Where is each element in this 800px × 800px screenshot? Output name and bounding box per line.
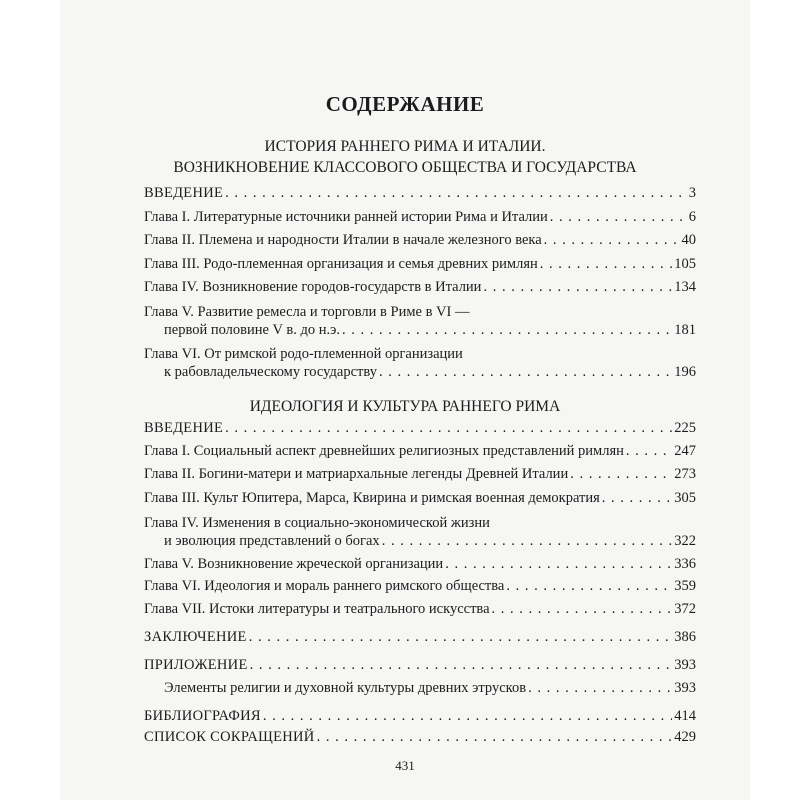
toc-entry-label: Глава IV. Возникновение городов-государств в Италии	[144, 279, 482, 295]
toc-entry-label: Глава III. Культ Юпитера, Марса, Квирина и римская военная демократия	[144, 490, 600, 506]
dot-leader	[602, 489, 672, 507]
part2-heading: ИДЕОЛОГИЯ И КУЛЬТУРА РАННЕГО РИМА	[249, 398, 561, 415]
toc-entry-chapter-6[interactable]	[144, 345, 696, 381]
toc-page-number: 181	[674, 322, 696, 338]
toc-page-number: 386	[674, 629, 696, 645]
toc-page-number: 359	[674, 578, 696, 594]
toc-entry-first-line: Глава VI. От римской родо-племенной организации	[144, 346, 463, 362]
toc-entry-chapter-2[interactable]	[144, 231, 696, 249]
toc-entry-label: Глава III. Родо-племенная организация и семья древних римлян	[144, 256, 538, 272]
dot-leader	[250, 656, 673, 674]
page-number: 431	[395, 758, 415, 773]
toc-entry-appendix[interactable]	[144, 656, 696, 674]
toc-entry-part2-chapter-5[interactable]	[144, 555, 696, 573]
toc-page-number: 322	[674, 533, 696, 549]
toc-page-number: 393	[674, 680, 696, 696]
toc-entry-label: Глава I. Социальный аспект древнейших религиозных представлений римлян	[144, 443, 624, 459]
toc-page-number: 225	[674, 420, 696, 436]
toc-entry-part2-chapter-7[interactable]	[144, 600, 696, 618]
toc-page-number: 196	[674, 364, 696, 380]
dot-leader	[492, 600, 673, 618]
toc-entry-label: Глава VI. Идеология и мораль раннего римского общества	[144, 578, 505, 594]
dot-leader	[550, 208, 687, 226]
toc-entry-label: ВВЕДЕНИЕ	[144, 185, 224, 201]
toc-entry-bibliography[interactable]	[144, 707, 696, 725]
toc-entry-first-line: Глава IV. Изменения в социально-экономической жизни	[144, 515, 490, 531]
toc-page-number: 40	[681, 232, 696, 248]
toc-page-number: 134	[674, 279, 696, 295]
dot-leader	[225, 184, 687, 202]
toc-page-number: 393	[674, 657, 696, 673]
toc-entry-part2-chapter-3[interactable]	[144, 489, 696, 507]
dot-leader	[544, 231, 680, 249]
toc-entry-part2-chapter-4[interactable]	[144, 514, 696, 550]
toc-entry-label: Элементы религии и духовной культуры древних этрусков	[164, 680, 527, 696]
toc-entry-label: к рабовладельческому государству	[164, 364, 377, 380]
toc-page-number: 429	[674, 729, 696, 745]
toc-page-number: 273	[674, 466, 696, 482]
toc-entry-label: ЗАКЛЮЧЕНИЕ	[144, 629, 247, 645]
dot-leader	[570, 465, 672, 483]
toc-entry-intro-part2[interactable]	[144, 419, 696, 437]
toc-entry-chapter-1[interactable]	[144, 208, 696, 226]
dot-leader	[249, 628, 673, 646]
toc-entry-chapter-5[interactable]	[144, 303, 696, 339]
toc-entry-chapter-3[interactable]	[144, 255, 696, 273]
toc-entry-label: Глава II. Племена и народности Италии в начале железного века	[144, 232, 542, 248]
toc-page-number: 3	[688, 185, 696, 201]
toc-page-number: 372	[674, 601, 696, 617]
dot-leader	[506, 577, 672, 595]
dot-leader	[483, 278, 672, 296]
toc-entry-label: Глава VII. Истоки литературы и театрального искусства	[144, 601, 490, 617]
toc-entry-label: первой половине V в. до н.э.	[164, 322, 340, 338]
toc-entry-label: Глава II. Богини-матери и матриархальные легенды Древней Италии	[144, 466, 569, 482]
dot-leader	[317, 728, 673, 746]
book-page	[60, 0, 750, 800]
toc-entry-label: СПИСОК СОКРАЩЕНИЙ	[144, 729, 315, 745]
page-title: СОДЕРЖАНИЕ	[325, 92, 485, 116]
toc-entry-part2-chapter-2[interactable]	[144, 465, 696, 483]
toc-entry-label: и эволюция представлений о богах	[164, 533, 380, 549]
toc-entry-label: ПРИЛОЖЕНИЕ	[144, 657, 248, 673]
dot-leader	[528, 679, 672, 697]
toc-entry-label: Глава V. Возникновение жреческой организации	[144, 556, 444, 572]
toc-page-number: 336	[674, 556, 696, 572]
toc-entry-abbreviations[interactable]	[144, 728, 696, 746]
toc-entry-chapter-4[interactable]	[144, 278, 696, 296]
toc-entry-label: БИБЛИОГРАФИЯ	[144, 708, 261, 724]
toc-entry-appendix-etruscan[interactable]	[144, 679, 696, 697]
toc-entry-label: ВВЕДЕНИЕ	[144, 420, 224, 436]
part1-heading-line2: ВОЗНИКНОВЕНИЕ КЛАССОВОГО ОБЩЕСТВА И ГОСУДАРСТВА	[173, 159, 637, 176]
toc-page-number: 247	[674, 443, 696, 459]
toc-entry-label: Глава I. Литературные источники ранней истории Рима и Италии	[144, 209, 548, 225]
toc-page-number: 105	[674, 256, 696, 272]
dot-leader	[263, 707, 672, 725]
toc-entry-part2-chapter-6[interactable]	[144, 577, 696, 595]
dot-leader	[626, 442, 672, 460]
toc-entry-conclusion[interactable]	[144, 628, 696, 646]
dot-leader	[225, 419, 672, 437]
toc-entry-intro-part1[interactable]	[144, 184, 696, 202]
dot-leader	[342, 321, 672, 339]
dot-leader	[379, 363, 672, 381]
toc-entry-first-line: Глава V. Развитие ремесла и торговли в Риме в VI —	[144, 304, 470, 320]
toc-page-number: 414	[674, 708, 696, 724]
dot-leader	[540, 255, 672, 273]
toc-page-number: 6	[688, 209, 696, 225]
dot-leader	[445, 555, 672, 573]
dot-leader	[382, 532, 673, 550]
toc-entry-part2-chapter-1[interactable]	[144, 442, 696, 460]
part1-heading-line1: ИСТОРИЯ РАННЕГО РИМА И ИТАЛИИ.	[264, 138, 546, 155]
toc-page-number: 305	[674, 490, 696, 506]
